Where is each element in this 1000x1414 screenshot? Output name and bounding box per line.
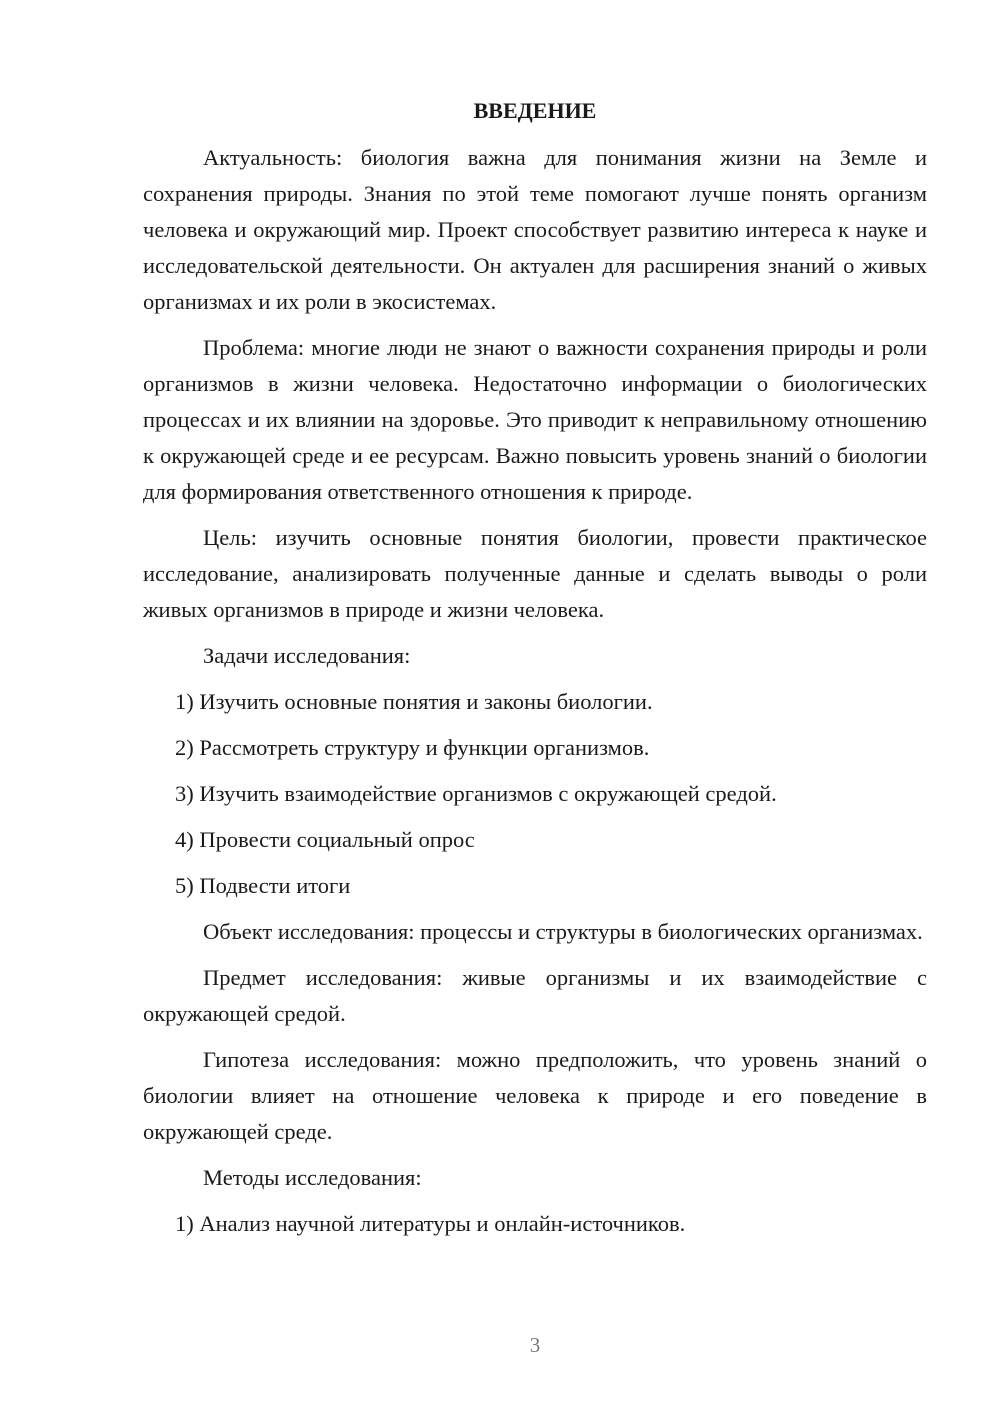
- problem-paragraph: Проблема: многие люди не знают о важности сохранения природы и роли организмов в жизни человека. Недостаточно информации о биологических процессах и их влиянии на здоровье. Это приводит к неправильному отношению к окружающей среде и ее ресурсам. Важно повысить уровень знаний о биологии для формирования ответственного отношения к природе.: [143, 335, 927, 504]
- task-item-3: 3) Изучить взаимодействие организмов с окружающей средой.: [175, 781, 777, 806]
- task-item-1: 1) Изучить основные понятия и законы биологии.: [175, 689, 653, 714]
- task-item-2: 2) Рассмотреть структуру и функции организмов.: [175, 735, 650, 760]
- document-body: [143, 140, 927, 1252]
- methods-label: Методы исследования:: [203, 1165, 422, 1190]
- goal-paragraph: Цель: изучить основные понятия биологии, провести практическое исследование, анализировать полученные данные и сделать выводы о роли живых организмов в природе и жизни человека.: [143, 525, 927, 622]
- method-item-1: 1) Анализ научной литературы и онлайн-источников.: [175, 1211, 686, 1236]
- hypothesis-paragraph: Гипотеза исследования: можно предположить, что уровень знаний о биологии влияет на отношение человека к природе и его поведение в окружающей среде.: [143, 1047, 927, 1144]
- task-item-4: 4) Провести социальный опрос: [175, 827, 475, 852]
- object-paragraph: Объект исследования: процессы и структуры в биологических организмах.: [203, 919, 923, 944]
- task-item-5: 5) Подвести итоги: [175, 873, 351, 898]
- tasks-label: Задачи исследования:: [203, 643, 411, 668]
- page-number: 3: [529, 1333, 541, 1357]
- relevance-paragraph: Актуальность: биология важна для понимания жизни на Земле и сохранения природы. Знания по этой теме помогают лучше понять организм человека и окружающий мир. Проект способствует развитию интереса к науке и исследовательской деятельности. Он актуален для расширения знаний о живых организмах и их роли в экосистемах.: [143, 145, 927, 314]
- subject-paragraph: Предмет исследования: живые организмы и их взаимодействие с окружающей средой.: [143, 965, 927, 1026]
- section-heading: ВВЕДЕНИЕ: [473, 98, 597, 123]
